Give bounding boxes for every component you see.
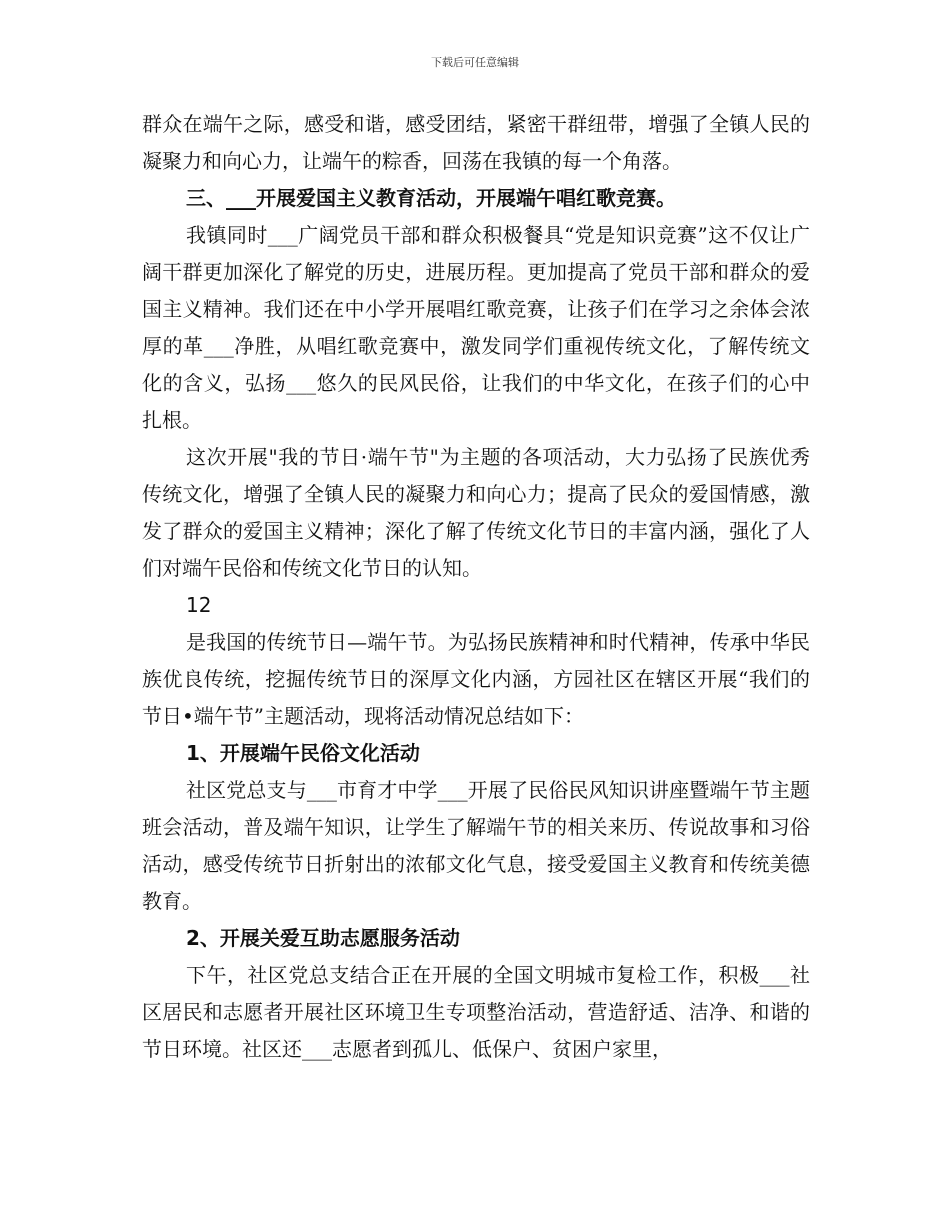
paragraph-3: 这次开展"我的节日·端午节"为主题的各项活动，大力弘扬了民族优秀传统文化，增强了全镇人民的凝聚力和向心力；提高了民众的爱国情感，激发了群众的爱国主义精神；深化了解了传统文化节日的丰富内涵，强化了人们对端午民俗和传统文化节日的认知。 xyxy=(142,445,810,580)
section-heading-2: 2、开展关爱互助志愿服务活动 xyxy=(186,926,460,950)
section-heading-1: 1、开展端午民俗文化活动 xyxy=(186,741,420,765)
paragraph-4: 是我国的传统节日—端午节。为弘扬民族精神和时代精神，传承中华民族优良传统，挖掘传统节日的深厚文化内涵，方园社区在辖区开展“我们的节日•端午节”主题活动，现将活动情况总结如下： xyxy=(142,630,810,728)
paragraph-6: 下午，社区党总支结合正在开展的全国文明城市复检工作，积极___社区居民和志愿者开展社区环境卫生专项整治活动，营造舒适、洁净、和谐的节日环境。社区还___志愿者到孤儿、低保户、贫困户家里， xyxy=(142,963,810,1061)
paragraph-1: 群众在端午之际，感受和谐，感受团结，紧密干群纽带，增强了全镇人民的凝聚力和向心力，让端午的粽香，回荡在我镇的每一个角落。 xyxy=(142,112,810,173)
paragraph-2: 我镇同时___广阔党员干部和群众积极餐具“党是知识竞赛”这不仅让广阔干群更加深化了解党的历史，进展历程。更加提高了党员干部和群众的爱国主义精神。我们还在中小学开展唱红歌竞赛，让孩子们在学习之余体会浓厚的革___净胜，从唱红歌竞赛中，激发同学们重视传统文化，了解传统文化的含义，弘扬___悠久的民风民俗，让我们的中华文化，在孩子们的心中扎根。 xyxy=(142,223,810,432)
section-heading-3: 三、___开展爱国主义教育活动，开展端午唱红歌竞赛。 xyxy=(186,186,676,210)
page-header: 下载后可任意编辑 xyxy=(431,56,519,69)
document-body xyxy=(142,106,810,1068)
paragraph-5: 社区党总支与___市育才中学___开展了民俗民风知识讲座暨端午节主题班会活动，普及端午知识，让学生了解端午节的相关来历、传说故事和习俗活动，感受传统节日折射出的浓郁文化气息，接受爱国主义教育和传统美德教育。 xyxy=(142,778,810,913)
paragraph-number: 12 xyxy=(186,593,212,617)
